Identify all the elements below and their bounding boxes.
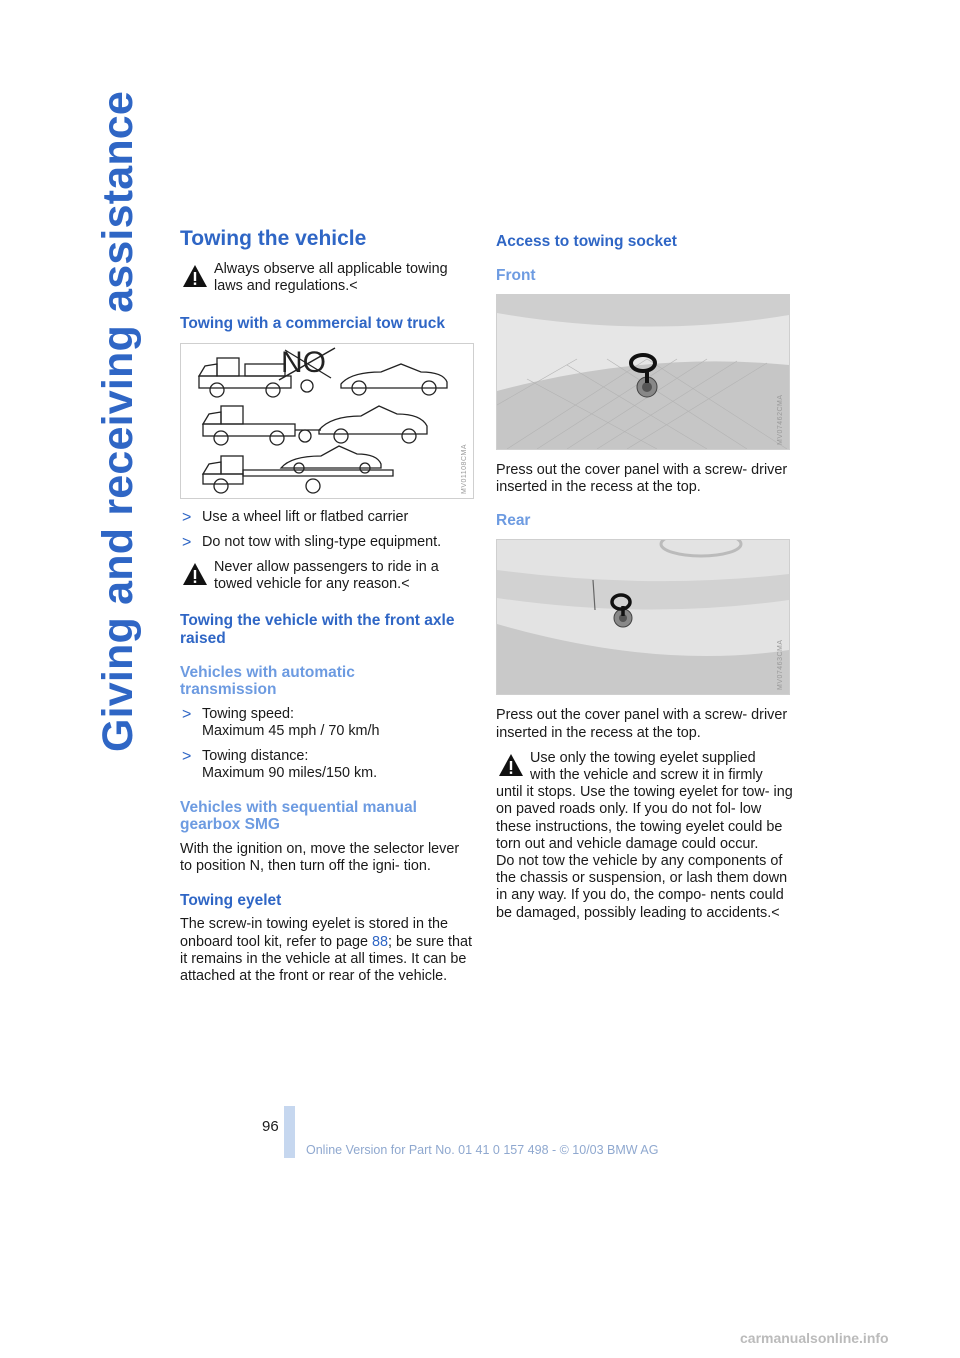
rear-instructions: Press out the cover panel with a screw- driver inserted in the recess at the top.	[496, 707, 788, 741]
warning-text-line2: laws and regulations.	[214, 278, 350, 295]
eyelet-text-start: The screw-in towing eyelet is stored in the onboard tool kit, refer to page	[180, 916, 448, 950]
side-section-title-text: Giving and receiving assistance	[94, 90, 142, 752]
bullet-marker: >	[182, 706, 192, 724]
section-towing-eyelet: Towing eyelet	[180, 892, 282, 910]
tow-truck-no-label: NO	[281, 346, 326, 380]
towing-eyelet-text	[180, 916, 474, 985]
section-commercial-tow-truck: Towing with a commercial tow truck	[180, 315, 445, 333]
warning-text-body: until it stops. Use the towing eyelet for tow- ing on paved roads only. If you do not fol- low these instructions, the towing eyelet could be torn out and vehicle damage could occur.	[496, 784, 793, 852]
front-bumper-drawing	[497, 295, 789, 449]
warning-passengers	[180, 559, 474, 593]
list-item	[180, 509, 474, 526]
bullet-text: Do not tow with sling-type equipment.	[202, 533, 442, 550]
smg-instructions: With the ignition on, move the selector lever to position N, then turn off the igni- tion.	[180, 841, 460, 875]
bullet-marker: >	[182, 533, 192, 551]
side-section-title	[94, 90, 154, 752]
front-socket-photo	[496, 294, 790, 450]
end-mark: <	[401, 576, 410, 593]
bullet-marker: >	[182, 509, 192, 527]
warning-text-line1: Never allow passengers to ride in a	[214, 558, 439, 575]
list-item	[180, 706, 474, 740]
rear-socket-photo	[496, 539, 790, 695]
warning-triangle-icon	[182, 263, 208, 289]
page-title: Towing the vehicle	[180, 227, 367, 250]
figure-code: MV07463CMA	[777, 639, 784, 691]
figure-code: MV01108CMA	[461, 444, 468, 495]
towing-distance-value: Maximum 90 miles/150 km.	[202, 764, 378, 781]
list-item	[180, 748, 474, 782]
section-front-axle-raised: Towing the vehicle with the front axle raised	[180, 612, 455, 648]
list-item	[180, 534, 474, 551]
page-number: 96	[262, 1118, 279, 1135]
bullet-text: Use a wheel lift or flatbed carrier	[202, 509, 409, 526]
warning-towing-laws	[180, 261, 474, 295]
section-access-towing-socket: Access to towing socket	[496, 233, 677, 250]
bullet-marker: >	[182, 747, 192, 765]
footer-accent-bar	[284, 1106, 295, 1158]
subsection-front: Front	[496, 267, 536, 284]
warning-text-body2: Do not tow the vehicle by any components of the chassis or suspension, or lash them down in any way. If you do, the compo- nents could be damaged, possibly leading to accidents.	[496, 853, 788, 921]
warning-text-line1: Use only the towing eyelet supplied	[530, 749, 756, 766]
left-column	[180, 225, 474, 985]
subsection-automatic-transmission: Vehicles with automatic transmission	[180, 664, 355, 699]
rear-bumper-drawing	[497, 540, 789, 694]
page-reference-link[interactable]: 88	[372, 933, 389, 950]
online-version-note: Online Version for Part No. 01 41 0 157 498 - © 10/03 BMW AG	[306, 1143, 659, 1157]
towing-distance-label: Towing distance:	[202, 747, 309, 764]
warning-triangle-icon	[498, 752, 524, 778]
end-mark: <	[349, 278, 358, 295]
watermark: carmanualsonline.info	[740, 1330, 889, 1346]
warning-text-line2: towed vehicle for any reason.	[214, 576, 402, 593]
eyelet-text-end: ; be sure that it remains in the vehicle at all times. It can be attached at the front or rear of the vehicle.	[180, 933, 473, 985]
warning-triangle-icon	[182, 561, 208, 587]
tow-truck-illustration	[180, 343, 474, 499]
cross-out-mark	[277, 344, 337, 384]
towing-speed-value: Maximum 45 mph / 70 km/h	[202, 723, 380, 740]
warning-text-line1: Always observe all applicable towing	[214, 261, 448, 277]
subsection-smg: Vehicles with sequential manual gearbox SMG	[180, 799, 417, 834]
subsection-rear: Rear	[496, 512, 531, 530]
right-column	[496, 225, 794, 922]
warning-text-line2: with the vehicle and screw it in firmly	[530, 767, 763, 784]
end-mark: <	[771, 904, 780, 921]
front-instructions: Press out the cover panel with a screw- driver inserted in the recess at the top.	[496, 462, 788, 496]
figure-code: MV07462CMA	[777, 394, 784, 445]
warning-towing-eyelet	[496, 750, 794, 922]
towing-speed-label: Towing speed:	[202, 706, 294, 723]
